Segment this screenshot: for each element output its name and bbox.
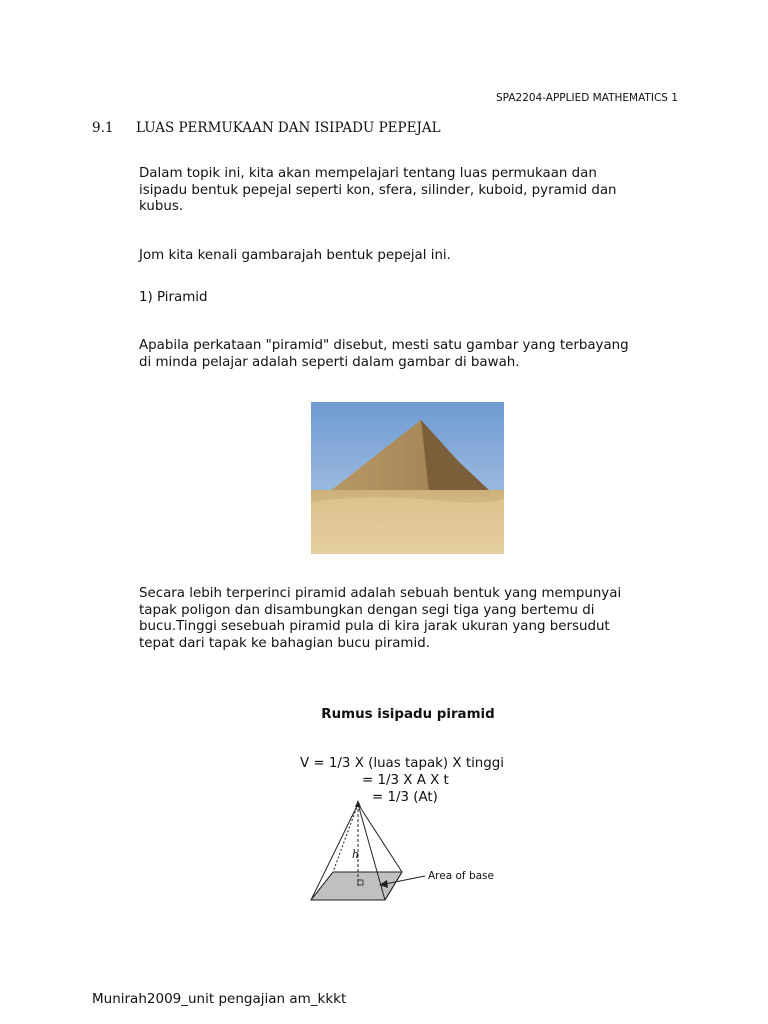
formula-line-1: V = 1/3 X (luas tapak) X tinggi bbox=[300, 756, 505, 771]
section-number: 9.1 bbox=[92, 120, 114, 136]
formula-line-3: = 1/3 (At) bbox=[372, 790, 438, 805]
list-item-piramid: 1) Piramid bbox=[139, 290, 208, 305]
text-line: Dalam topik ini, kita akan mempelajari tentang luas permukaan dan bbox=[139, 166, 597, 181]
formula-title: Rumus isipadu piramid bbox=[321, 707, 495, 722]
formula-line-2: = 1/3 X A X t bbox=[362, 773, 449, 788]
pyramid-detail-paragraph bbox=[139, 586, 679, 652]
text-line: Secara lebih terperinci piramid adalah sebuah bentuk yang mempunyai bbox=[139, 586, 622, 601]
footer-text: Munirah2009_unit pengajian am_kkkt bbox=[92, 991, 347, 1007]
intro-paragraph bbox=[139, 166, 679, 216]
text-line: kubus. bbox=[139, 199, 184, 215]
text-line: di minda pelajar adalah seperti dalam gambar di bawah. bbox=[139, 354, 520, 370]
section-title: LUAS PERMUKAAN DAN ISIPADU PEPEJAL bbox=[136, 120, 441, 136]
pyramid-image-intro bbox=[139, 338, 679, 371]
lets-know-paragraph: Jom kita kenali gambarajah bentuk pepejal ini. bbox=[139, 248, 451, 263]
text-line: bucu.Tinggi sesebuah piramid pula di kira jarak ukuran yang bersudut bbox=[139, 619, 610, 635]
pyramid-photo bbox=[311, 402, 504, 554]
text-line: Apabila perkataan "piramid" disebut, mesti satu gambar yang terbayang bbox=[139, 338, 629, 353]
text-line: isipadu bentuk pepejal seperti kon, sfera, silinder, kuboid, pyramid dan bbox=[139, 182, 617, 198]
pyramid-diagram bbox=[305, 800, 505, 906]
text-line: tapak poligon dan disambungkan dengan segi tiga yang bertemu di bbox=[139, 602, 595, 618]
course-header: SPA2204-APPLIED MATHEMATICS 1 bbox=[496, 92, 678, 104]
area-of-base-label: Area of base bbox=[428, 870, 494, 882]
height-label: h bbox=[352, 848, 360, 861]
text-line: tepat dari tapak ke bahagian bucu piramid. bbox=[139, 635, 430, 651]
